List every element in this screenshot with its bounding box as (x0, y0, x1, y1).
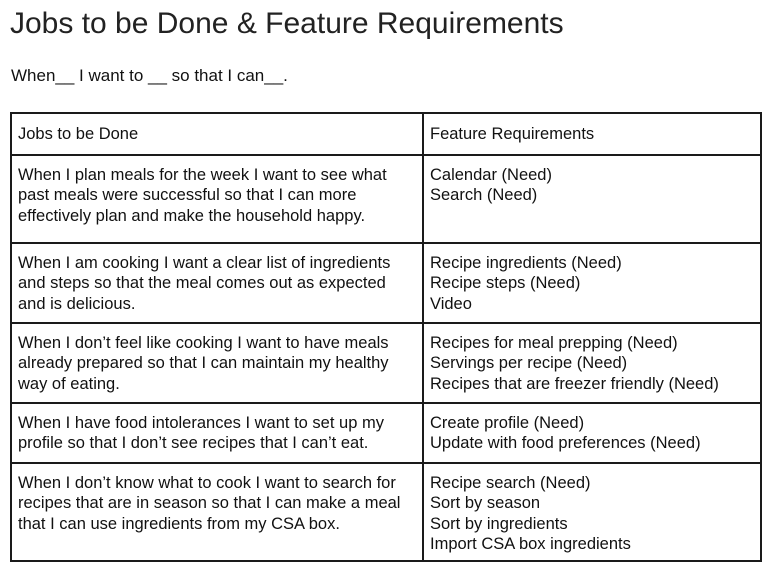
job-cell: When I don’t know what to cook I want to search for recipes that are in season so that I can make a meal that I can use ingredients from my CSA box. (11, 463, 423, 561)
table-row (11, 403, 761, 463)
job-cell: When I am cooking I want a clear list of ingredients and steps so that the meal comes out as expected and is delicious. (11, 243, 423, 323)
feature-item: Video (430, 294, 472, 313)
feature-item: Search (Need) (430, 186, 538, 205)
feature-item: Recipes for meal prepping (Need) (430, 334, 678, 352)
feature-item: Import CSA box ingredients (430, 534, 631, 553)
table-row (11, 243, 761, 323)
job-cell: When I don’t feel like cooking I want to have meals already prepared so that I can maintain my healthy way of eating. (11, 323, 423, 403)
job-cell: When I have food intolerances I want to set up my profile so that I don’t see recipes that I can’t eat. (11, 403, 423, 463)
feature-item: Recipes that are freezer friendly (Need) (430, 374, 719, 393)
header-feature-requirements: Feature Requirements (423, 113, 761, 155)
feature-item: Sort by ingredients (430, 514, 568, 533)
feature-item: Recipe search (Need) (430, 474, 591, 492)
jtbd-template-statement: When__ I want to __ so that I can__. (11, 66, 288, 85)
feature-item: Recipe ingredients (Need) (430, 254, 622, 272)
features-cell (423, 243, 761, 323)
table-header-row (11, 113, 761, 155)
job-cell: When I plan meals for the week I want to see what past meals were successful so that I can more effectively plan and make the household happy. (11, 155, 423, 243)
feature-item: Calendar (Need) (430, 166, 552, 184)
feature-item: Servings per recipe (Need) (430, 354, 628, 373)
table-row (11, 463, 761, 561)
table-row (11, 155, 761, 243)
features-cell (423, 323, 761, 403)
document-title: Jobs to be Done & Feature Requirements (10, 7, 564, 40)
feature-item: Update with food preferences (Need) (430, 434, 701, 453)
features-cell (423, 463, 761, 561)
feature-item: Sort by season (430, 494, 541, 513)
header-jobs-to-be-done: Jobs to be Done (11, 113, 423, 155)
features-cell (423, 155, 761, 243)
jtbd-table (10, 112, 762, 562)
feature-item: Recipe steps (Need) (430, 274, 581, 293)
table-row (11, 323, 761, 403)
features-cell (423, 403, 761, 463)
feature-item: Create profile (Need) (430, 414, 585, 432)
